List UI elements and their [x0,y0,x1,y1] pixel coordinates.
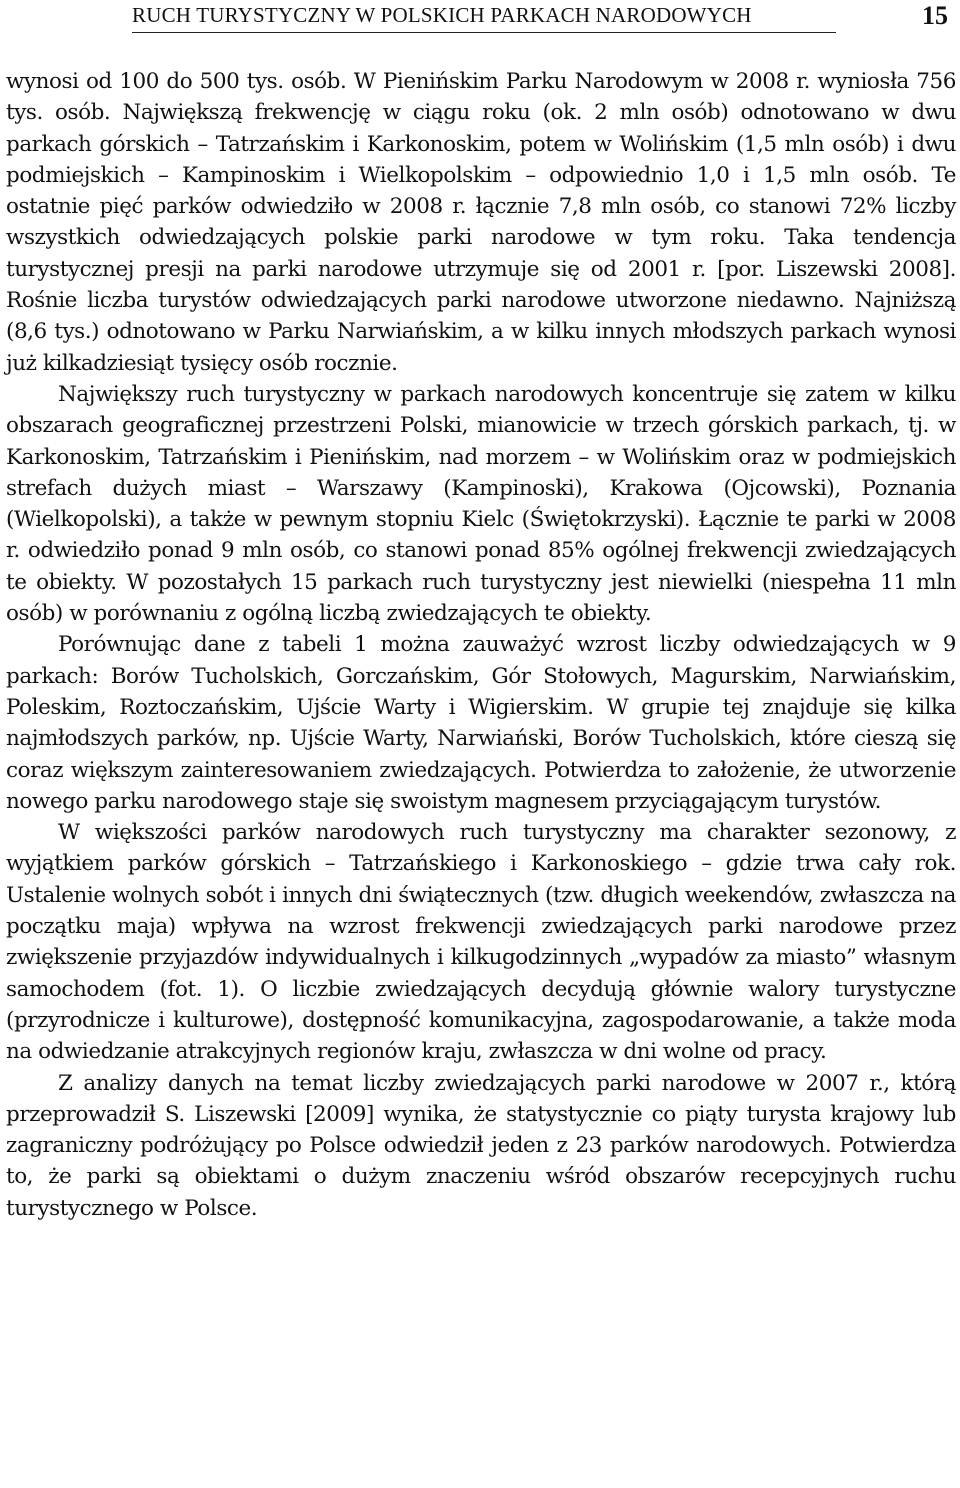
running-title: RUCH TURYSTYCZNY W POLSKICH PARKACH NARODOWYCH [132,3,752,27]
paragraph-4: W większości parków narodowych ruch turystyczny ma charakter sezonowy, z wyjątkiem parków górskich – Tatrzańskiego i Karkonoskiego – gdzie trwa cały rok. Ustalenie wolnych sobót i innych dni świątecznych (tzw. długich weekendów, zwłaszcza na początku maja) wpływa na wzrost frekwencji zwiedzających parki narodowe przez zwiększenie przyjazdów indywidualnych i kilkugodzinnych „wypadów za miasto” własnym samochodem (fot. 1). O liczbie zwiedzających decydują głównie walory turystyczne (przyrodnicze i kulturowe), dostępność komunikacyjna, zagospodarowanie, a także moda na odwiedzanie atrakcyjnych regionów kraju, zwłaszcza w dni wolne od pracy. [6,820,956,1065]
paragraph-2: Największy ruch turystyczny w parkach narodowych koncentruje się zatem w kilku obszarach geograficznej przestrzeni Polski, mianowicie w trzech górskich parkach, tj. w Karkonoskim, Tatrzańskim i Pienińskim, nad morzem – w Wolińskim oraz w podmiejskich strefach dużych miast – Warszawy (Kampinoski), Krakowa (Ojcowski), Poznania (Wielkopolski), a także w pewnym stopniu Kielc (Świętokrzyski). Łącznie te parki w 2008 r. odwiedziło ponad 9 mln osób, co stanowi ponad 85% ogólnej frekwencji zwiedzających te obiekty. W pozostałych 15 parkach ruch turystyczny jest niewielki (niespełna 11 mln osób) w porównaniu z ogólną liczbą zwiedzających te obiekty. [6,381,956,627]
paragraph-5: Z analizy danych na temat liczby zwiedzających parki narodowe w 2007 r., którą przeprowadził S. Liszewski [2009] wynika, że statystycznie co piąty turysta krajowy lub zagraniczny podróżujący po Polsce odwiedził jeden z 23 parków narodowych. Potwierdza to, że parki są obiektami o dużym znaczeniu wśród obszarów recepcyjnych ruchu turystycznego w Polsce. [6,1070,956,1221]
paragraph-3: Porównując dane z tabeli 1 można zauważyć wzrost liczby odwiedzających w 9 parkach: Borów Tucholskich, Gorczańskim, Gór Stołowych, Magurskim, Narwiańskim, Poleskim, Roztoczańskim, Ujście Warty i Wigierskim. W grupie tej znajduje się kilka najmłodszych parków, np. Ujście Warty, Narwiański, Borów Tucholskich, które cieszą się coraz większym zainteresowaniem zwiedzających. Potwierdza to założenie, że utworzenie nowego parku narodowego staje się swoistym magnesem przyciągającym turystów. [6,632,956,814]
body-text [6,66,956,1224]
document-page [6,0,956,1488]
header-rule [132,32,836,33]
paragraph-1: wynosi od 100 do 500 tys. osób. W Pienińskim Parku Narodowym w 2008 r. wyniosła 756 tys. osób. Największą frekwencję w ciągu roku (ok. 2 mln osób) odnotowano w dwu parkach górskich – Tatrzańskim i Karkonoskim, potem w Wolińskim (1,5 mln osób) i dwu podmiejskich – Kampinoskim i Wielkopolskim – odpowiednio 1,0 i 1,5 mln osób. Te ostatnie pięć parków odwiedziło w 2008 r. łącznie 7,8 mln osób, co stanowi 72% liczby wszystkich odwiedzających polskie parki narodowe w tym roku. Taka tendencja turystycznej presji na parki narodowe utrzymuje się od 2001 r. [por. Liszewski 2008]. Rośnie liczba turystów odwiedzających parki narodowe utworzone niedawno. Najniższą (8,6 tys.) odnotowano w Parku Narwiańskim, a w kilku innych młodszych parkach wynosi już kilkadziesiąt tysięcy osób rocznie. [6,69,956,376]
running-header [6,0,956,42]
page-number: 15 [922,1,948,30]
